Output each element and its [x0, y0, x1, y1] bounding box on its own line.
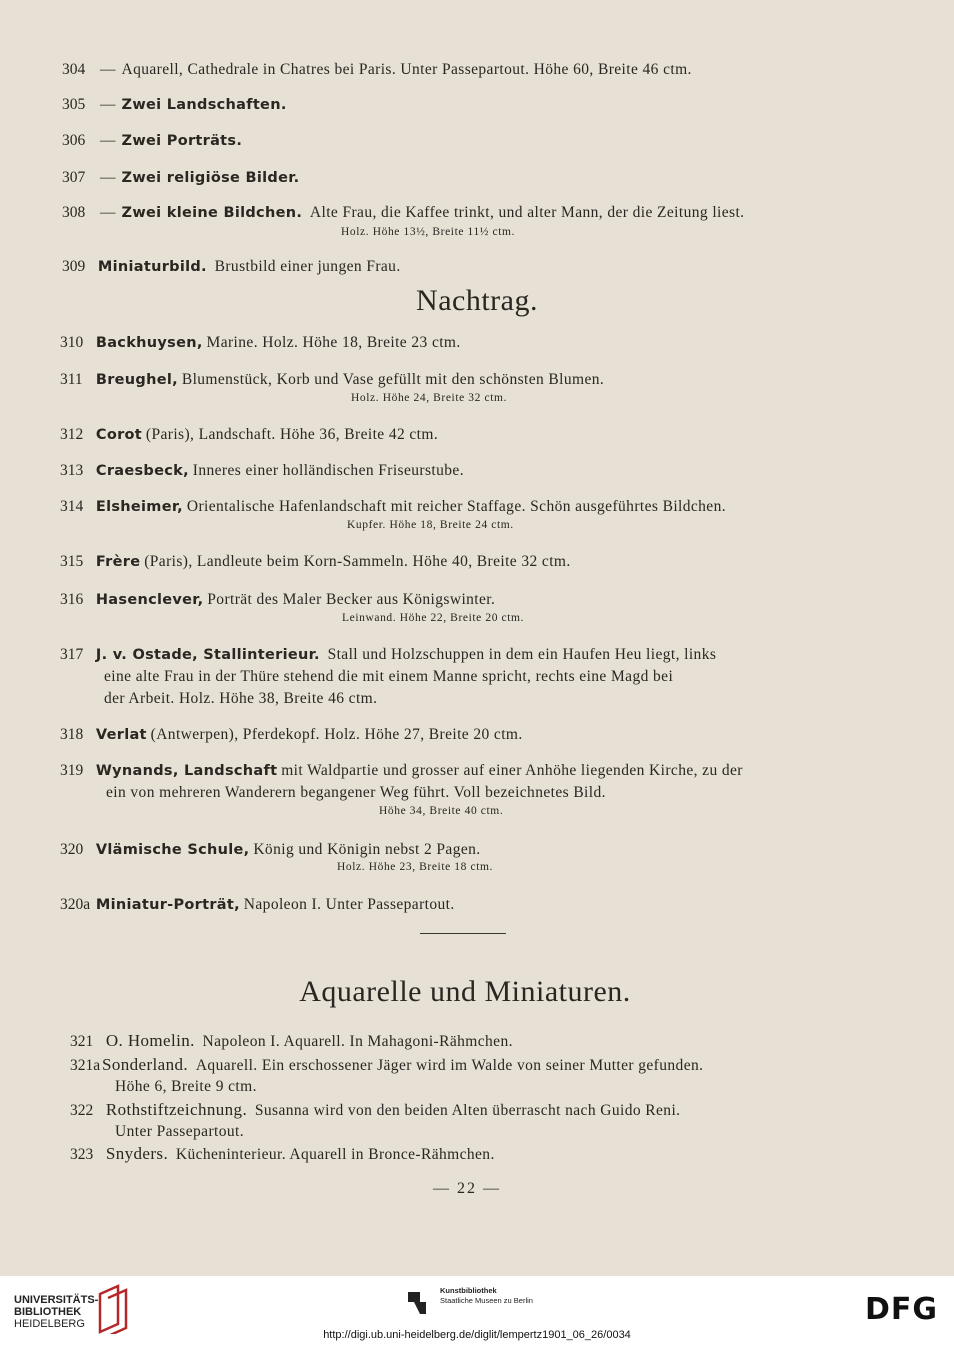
entry-number: 322 [70, 1102, 94, 1119]
entry-description: Susanna wird von den beiden Alten überrascht nach Guido Reni. [254, 1102, 681, 1119]
entry-321 [70, 1030, 870, 1053]
entry-artist: Craesbeck, [95, 463, 189, 479]
entry-description: Napoleon I. Aquarell. In Mahagoni-Rähmchen. [202, 1033, 513, 1050]
entry-artist: J. v. Ostade, Stallinterieur. [95, 647, 320, 663]
entry-319 [60, 760, 860, 782]
entry-322 [70, 1099, 870, 1122]
entry-artist: Hasenclever, [95, 592, 204, 608]
entry-artist: Snyders. [105, 1144, 169, 1163]
entry-dash: — [100, 61, 116, 78]
entry-316 [60, 589, 860, 611]
entry-title: Zwei kleine Bildchen. [121, 205, 303, 221]
entry-dash: — [100, 169, 116, 186]
entry-description: Brustbild einer jungen Frau. [214, 258, 401, 275]
entry-number: 306 [62, 132, 86, 149]
entry-321a [70, 1054, 870, 1077]
entry-304 [62, 59, 862, 81]
entry-artist: Frère [95, 554, 141, 570]
entry-dash: — [100, 132, 116, 149]
section-divider [420, 933, 506, 934]
entry-artist: Elsheimer, [95, 499, 183, 515]
entry-description: Aquarell, Cathedrale in Chatres bei Paris. Unter Passepartout. Höhe 60, Breite 46 ctm. [121, 61, 692, 78]
entry-artist: Breughel, [95, 372, 178, 388]
library-line-1: UNIVERSITÄTS- [14, 1294, 99, 1306]
entry-318 [60, 724, 860, 746]
entry-title: Zwei Landschaften. [121, 97, 287, 113]
library-line-2: BIBLIOTHEK [14, 1306, 82, 1318]
entry-number: 315 [60, 553, 84, 570]
entry-number: 308 [62, 204, 86, 221]
dfg-logo: DFG [864, 1292, 938, 1327]
entry-description: Aquarell. Ein erschossener Jäger wird im Walde von seiner Mutter gefunden. [195, 1057, 704, 1074]
section-heading-nachtrag: Nachtrag. [416, 284, 538, 317]
library-line-3: HEIDELBERG [14, 1318, 85, 1330]
entry-322-continuation: Unter Passepartout. [115, 1123, 244, 1140]
entry-description: König und Königin nebst 2 Pagen. [253, 841, 481, 858]
entry-description: Porträt des Maler Becker aus Königswinter. [207, 591, 496, 608]
entry-description: Orientalische Hafenlandschaft mit reicher Staffage. Schön ausgeführtes Bildchen. [186, 498, 727, 515]
entry-number: 321a [70, 1057, 101, 1074]
entry-description: Marine. Holz. Höhe 18, Breite 23 ctm. [206, 334, 461, 351]
page-number: — 22 — [433, 1180, 501, 1197]
entry-description: Stall und Holzschuppen in dem ein Haufen Heu liegt, links [327, 646, 717, 663]
entry-307 [62, 167, 862, 189]
entry-number: 311 [60, 371, 83, 388]
entry-323 [70, 1143, 870, 1166]
entry-number: 318 [60, 726, 84, 743]
entry-description: Blumenstück, Korb und Vase gefüllt mit den schönsten Blumen. [181, 371, 605, 388]
entry-description: (Antwerpen), Pferdekopf. Holz. Höhe 27, Breite 20 ctm. [150, 726, 523, 743]
entry-number: 319 [60, 762, 84, 779]
entry-317 [60, 644, 860, 666]
entry-309 [62, 256, 862, 278]
entry-311-dimensions: Holz. Höhe 24, Breite 32 ctm. [351, 392, 508, 404]
entry-number: 310 [60, 334, 84, 351]
entry-305 [62, 94, 862, 116]
entry-308 [62, 202, 862, 224]
entry-319-continuation-1: ein von mehreren Wanderern begangener Weg führt. Voll bezeichnetes Bild. [106, 784, 606, 801]
entry-313 [60, 460, 860, 482]
entry-title: Miniaturbild. [97, 259, 207, 275]
entry-number: 316 [60, 591, 84, 608]
university-library-logo-text [14, 1294, 98, 1330]
heidelberg-logo-icon [96, 1284, 132, 1334]
entry-310 [60, 332, 860, 354]
entry-title: Zwei Porträts. [121, 133, 243, 149]
entry-321a-continuation: Höhe 6, Breite 9 ctm. [115, 1078, 257, 1095]
entry-number: 313 [60, 462, 84, 479]
entry-number: 320 [60, 841, 84, 858]
entry-320-dimensions: Holz. Höhe 23, Breite 18 ctm. [337, 861, 494, 873]
kunstbibliothek-label [440, 1286, 533, 1306]
entry-description: Napoleon I. Unter Passepartout. [243, 896, 455, 913]
entry-306 [62, 130, 862, 152]
entry-317-continuation-1: eine alte Frau in der Thüre stehend die mit einem Manne spricht, rechts eine Magd bei [104, 668, 674, 685]
digitization-footer [0, 1276, 954, 1345]
entry-description: mit Waldpartie und grosser auf einer Anhöhe liegenden Kirche, zu der [281, 762, 743, 779]
entry-311 [60, 369, 860, 391]
entry-320 [60, 839, 860, 861]
entry-dash: — [100, 204, 116, 221]
kunstbibliothek-logo-icon [406, 1288, 434, 1316]
entry-number: 314 [60, 498, 84, 515]
entry-number: 312 [60, 426, 84, 443]
entry-dash: — [100, 96, 116, 113]
entry-number: 321 [70, 1033, 94, 1050]
entry-artist: Wynands, Landschaft [95, 763, 278, 779]
entry-description: Inneres einer holländischen Friseurstube. [192, 462, 464, 479]
entry-number: 320a [60, 896, 91, 913]
entry-description: Kücheninterieur. Aquarell in Bronce-Rähmchen. [175, 1146, 495, 1163]
source-url-link[interactable]: http://digi.ub.uni-heidelberg.de/diglit/lempertz1901_06_26/0034 [323, 1329, 631, 1341]
entry-number: 323 [70, 1146, 94, 1163]
entry-number: 309 [62, 258, 86, 275]
entry-308-dimensions: Holz. Höhe 13½, Breite 11½ ctm. [341, 226, 516, 238]
entry-number: 317 [60, 646, 84, 663]
entry-description: (Paris), Landschaft. Höhe 36, Breite 42 ctm. [145, 426, 439, 443]
entry-artist: O. Homelin. [105, 1031, 195, 1050]
entry-number: 307 [62, 169, 86, 186]
kunstbibliothek-line-1: Kunstbibliothek [440, 1286, 497, 1295]
entry-description: (Paris), Landleute beim Korn-Sammeln. Höhe 40, Breite 32 ctm. [144, 553, 571, 570]
entry-artist: Vlämische Schule, [95, 842, 250, 858]
entry-312 [60, 424, 860, 446]
entry-319-dimensions: Höhe 34, Breite 40 ctm. [379, 805, 504, 817]
entry-artist: Verlat [95, 727, 147, 743]
entry-description: Alte Frau, die Kaffee trinkt, und alter Mann, der die Zeitung liest. [309, 204, 745, 221]
section-heading-aquarelle: Aquarelle und Miniaturen. [299, 975, 631, 1008]
entry-artist: Sonderland. [102, 1055, 189, 1074]
entry-number: 304 [62, 61, 86, 78]
entry-316-dimensions: Leinwand. Höhe 22, Breite 20 ctm. [342, 612, 525, 624]
entry-314-dimensions: Kupfer. Höhe 18, Breite 24 ctm. [347, 519, 514, 531]
entry-artist: Backhuysen, [95, 335, 203, 351]
entry-number: 305 [62, 96, 86, 113]
entry-title: Zwei religiöse Bilder. [121, 170, 300, 186]
entry-320a [60, 894, 860, 916]
entry-315 [60, 551, 860, 573]
entry-artist: Corot [95, 427, 143, 443]
entry-317-continuation-2: der Arbeit. Holz. Höhe 38, Breite 46 ctm. [104, 690, 378, 707]
entry-314 [60, 496, 860, 518]
entry-artist: Rothstiftzeichnung. [105, 1100, 248, 1119]
entry-artist: Miniatur-Porträt, [95, 897, 240, 913]
kunstbibliothek-line-2: Staatliche Museen zu Berlin [440, 1296, 533, 1305]
